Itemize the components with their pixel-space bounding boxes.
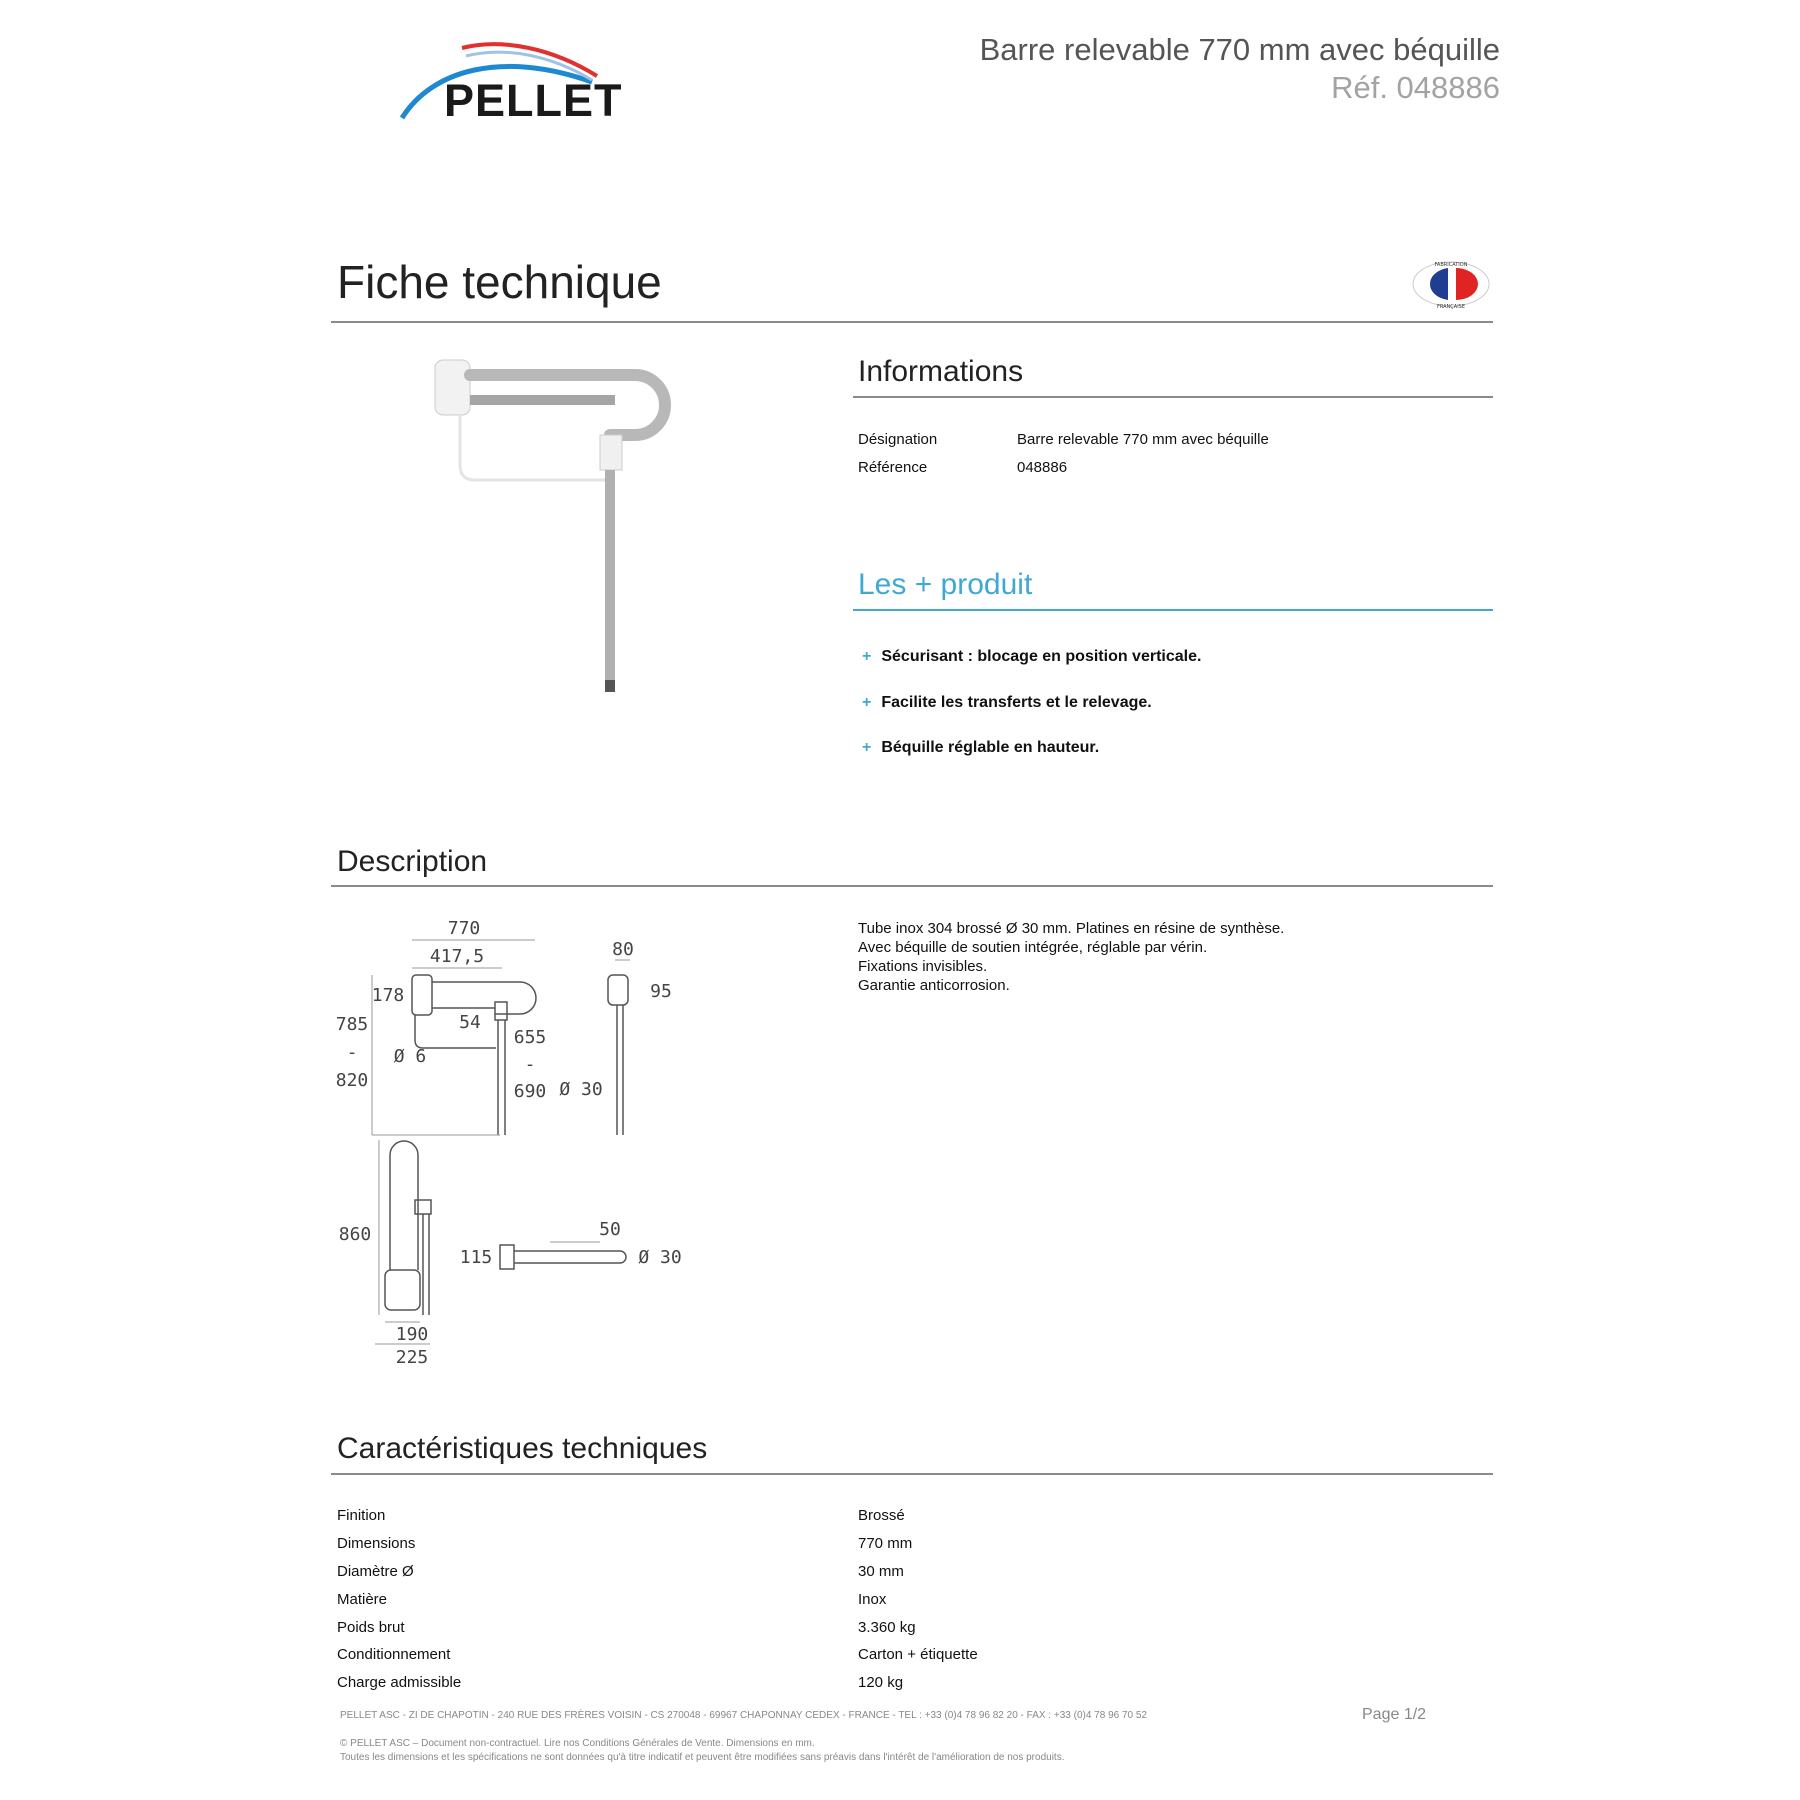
dim-178: 178 [371, 985, 405, 1006]
svg-text:FRANÇAISE: FRANÇAISE [1436, 304, 1466, 310]
dim-80: 80 [612, 939, 634, 960]
dim-diameter-30-b: Ø 30 [638, 1247, 682, 1268]
dim-190: 190 [395, 1324, 429, 1345]
description-title: Description [337, 845, 488, 878]
fabrication-francaise-badge [1410, 258, 1492, 310]
dim-770: 770 [447, 918, 481, 939]
footer-legal-2: Toutes les dimensions et les spécifications ne sont données qu'à titre indicatif et peuvent être modifiées sans préavis dans l'intérêt de l'amélioration de nos produits. [340, 1752, 1065, 1763]
description-line: Fixations invisibles. [858, 958, 988, 975]
svg-text:FABRICATION: FABRICATION [1434, 262, 1468, 268]
dim-820: 820 [335, 1070, 369, 1091]
spec-value: 120 kg [858, 1674, 904, 1691]
spec-label: Diamètre Ø [337, 1563, 414, 1580]
info-label-reference: Référence [858, 459, 928, 476]
plus-produit-divider [853, 609, 1493, 611]
spec-value: Brossé [858, 1507, 905, 1524]
plus-item-text: Facilite les transferts et le relevage. [881, 694, 1152, 711]
dim-dash-1: - [346, 1042, 358, 1063]
caracteristiques-divider [331, 1473, 1493, 1475]
spec-value: 770 mm [858, 1535, 913, 1552]
informations-title: Informations [858, 355, 1024, 388]
plus-icon: + [862, 648, 872, 665]
spec-label: Finition [337, 1507, 386, 1524]
spec-label: Dimensions [337, 1535, 416, 1552]
page-number: Page 1/2 [1362, 1706, 1427, 1723]
info-value-designation: Barre relevable 770 mm avec béquille [1017, 431, 1269, 448]
dim-690: 690 [513, 1081, 547, 1102]
caracteristiques-title: Caractéristiques techniques [337, 1432, 708, 1465]
plus-item-text: Sécurisant : blocage en position verticale. [881, 648, 1202, 665]
dim-dash-2: - [524, 1054, 536, 1075]
spec-value: Carton + étiquette [858, 1646, 978, 1663]
spec-label: Matière [337, 1591, 388, 1608]
plus-item [862, 648, 1201, 666]
description-line: Avec béquille de soutien intégrée, réglable par vérin. [858, 939, 1208, 956]
page-title: Fiche technique [337, 256, 662, 308]
dim-diameter-30-a: Ø 30 [559, 1079, 603, 1100]
description-divider [331, 885, 1493, 887]
spec-value: 3.360 kg [858, 1619, 916, 1636]
plus-item [862, 739, 1099, 757]
dim-225: 225 [395, 1347, 429, 1368]
spec-label: Conditionnement [337, 1646, 451, 1663]
description-line: Tube inox 304 brossé Ø 30 mm. Platines en résine de synthèse. [858, 920, 1285, 937]
dim-417-5: 417,5 [429, 946, 485, 967]
plus-produit-title: Les + produit [858, 568, 1033, 601]
description-line: Garantie anticorrosion. [858, 977, 1010, 994]
header-reference: Réf. 048886 [1331, 70, 1500, 105]
plus-item-text: Béquille réglable en hauteur. [881, 739, 1100, 756]
dim-655: 655 [513, 1027, 547, 1048]
info-label-designation: Désignation [858, 431, 938, 448]
product-photo [360, 355, 710, 705]
dim-860: 860 [338, 1224, 372, 1245]
brand-name: PELLET [444, 75, 623, 126]
spec-value: 30 mm [858, 1563, 904, 1580]
title-divider [331, 321, 1493, 323]
technical-drawing [330, 910, 730, 1380]
dim-diameter-6: Ø 6 [393, 1046, 427, 1067]
dim-785: 785 [335, 1014, 369, 1035]
header-product-title: Barre relevable 770 mm avec béquille [979, 32, 1500, 67]
footer-legal-1: © PELLET ASC – Document non-contractuel. Lire nos Conditions Générales de Vente. Dimensions en mm. [340, 1738, 815, 1749]
dim-50: 50 [599, 1219, 621, 1240]
spec-value: Inox [858, 1591, 887, 1608]
spec-label: Charge admissible [337, 1674, 462, 1691]
dim-95: 95 [650, 981, 672, 1002]
plus-item [862, 694, 1152, 712]
dim-54: 54 [459, 1012, 481, 1033]
dim-115: 115 [459, 1247, 493, 1268]
brand-logo [392, 40, 642, 130]
plus-icon: + [862, 694, 872, 711]
informations-divider [853, 396, 1493, 398]
spec-label: Poids brut [337, 1619, 405, 1636]
info-value-reference: 048886 [1017, 459, 1068, 476]
plus-icon: + [862, 739, 872, 756]
footer-address: PELLET ASC - ZI DE CHAPOTIN - 240 RUE DES FRÈRES VOISIN - CS 270048 - 69967 CHAPONNAY CEDEX - FRANCE - TEL : +33 (0)4 78 96 82 20 - FAX : +33 (0)4 78 96 70 52 [340, 1710, 1147, 1721]
